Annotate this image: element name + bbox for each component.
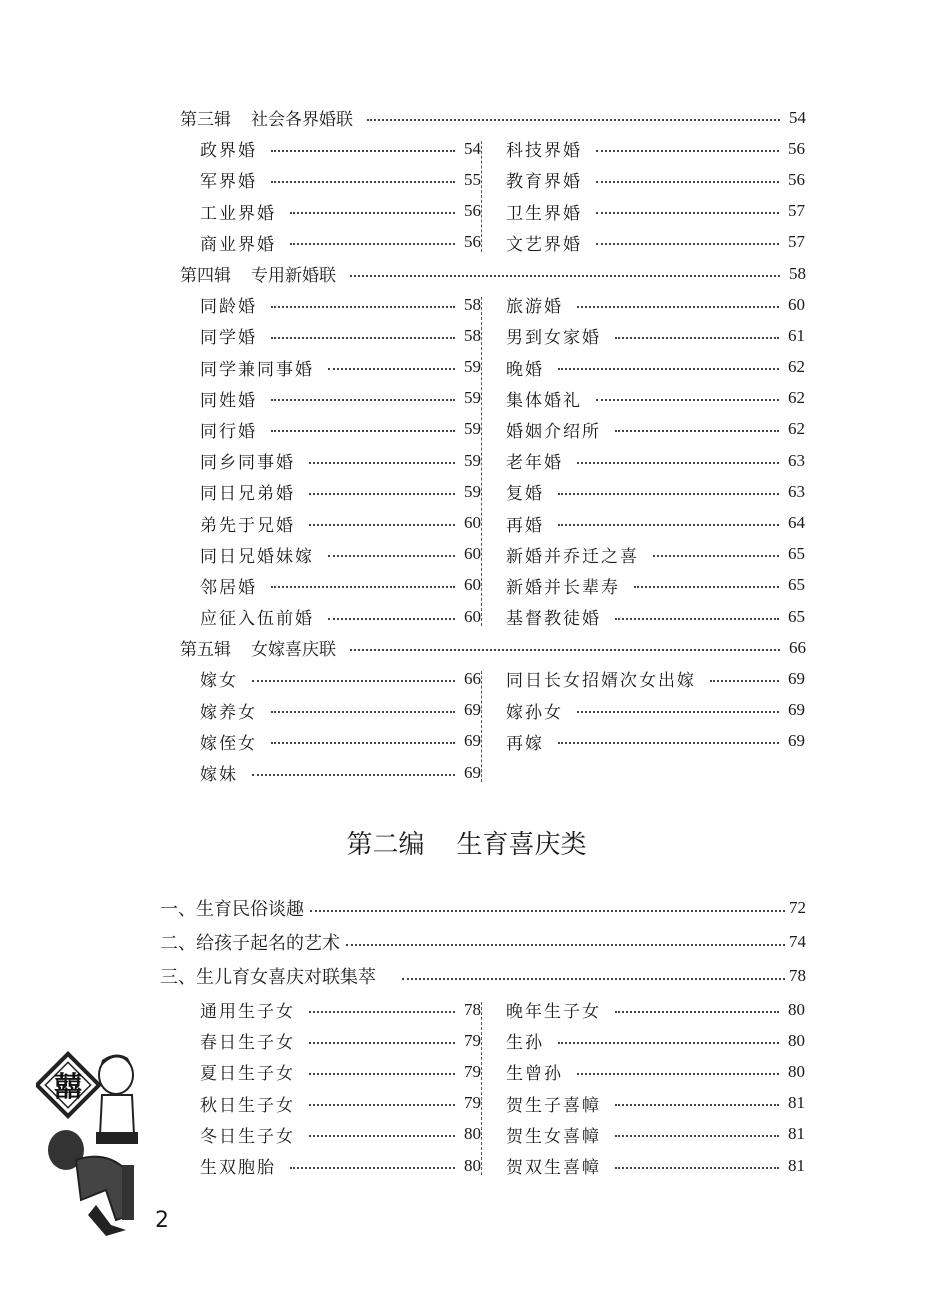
dot-leader xyxy=(615,1104,779,1106)
dot-leader xyxy=(271,742,455,744)
right-column xyxy=(482,289,805,632)
entry-page: 56 xyxy=(788,138,805,158)
chapter-entry xyxy=(160,925,806,959)
dot-leader xyxy=(558,368,779,370)
entry-page: 60 xyxy=(464,575,481,595)
toc-entry xyxy=(506,289,805,320)
dot-leader xyxy=(310,910,785,912)
toc-entry xyxy=(506,1150,805,1181)
toc-entry xyxy=(506,994,805,1025)
entry-page: 69 xyxy=(464,731,481,751)
entry-page: 60 xyxy=(464,544,481,564)
entry-label: 文艺界婚 xyxy=(506,234,582,255)
toc-entry xyxy=(506,164,805,195)
toc-entry xyxy=(200,476,481,507)
dot-leader xyxy=(309,524,455,526)
part-title-number: 第二编 xyxy=(346,830,425,860)
entry-label: 复婚 xyxy=(506,484,544,505)
dot-leader xyxy=(271,586,455,588)
chapter-page: 72 xyxy=(789,898,806,917)
entry-page: 54 xyxy=(464,138,481,158)
section-heading-label xyxy=(180,635,336,660)
entry-page: 62 xyxy=(788,419,805,439)
entry-page: 57 xyxy=(788,201,805,221)
entry-label: 夏日生子女 xyxy=(200,1064,295,1085)
section-page: 58 xyxy=(789,263,806,283)
entry-page: 62 xyxy=(788,388,805,408)
entry-label: 同日长女招婿次女出嫁 xyxy=(506,671,696,692)
dot-leader xyxy=(290,243,455,245)
left-column xyxy=(180,133,481,258)
entry-page: 65 xyxy=(788,606,805,626)
dot-leader xyxy=(328,618,455,620)
entry-label: 通用生子女 xyxy=(200,1002,295,1023)
entry-page: 66 xyxy=(464,668,481,688)
toc-entry xyxy=(200,726,481,757)
entry-page: 80 xyxy=(788,1061,805,1081)
entry-page: 79 xyxy=(464,1093,481,1113)
page-number: 2 xyxy=(155,1208,169,1233)
toc-upper xyxy=(180,102,806,788)
entry-page: 59 xyxy=(464,388,481,408)
toc-entry xyxy=(200,1056,481,1087)
entry-page: 63 xyxy=(788,450,805,470)
toc-entry xyxy=(200,1119,481,1150)
chapter-entry xyxy=(160,891,806,925)
toc-entry xyxy=(506,227,805,258)
entry-label: 春日生子女 xyxy=(200,1033,295,1054)
entry-label: 嫁孙女 xyxy=(506,702,563,723)
toc-entry xyxy=(200,320,481,351)
entry-label: 同姓婚 xyxy=(200,390,257,411)
toc-entry xyxy=(200,570,481,601)
entry-label: 同日兄弟婚 xyxy=(200,484,295,505)
toc-entry xyxy=(200,757,481,788)
section-number: 第五辑 xyxy=(180,640,231,661)
dot-leader xyxy=(271,337,455,339)
toc-entry xyxy=(506,726,805,757)
toc-entry xyxy=(200,227,481,258)
entry-label: 工业界婚 xyxy=(200,203,276,224)
toc-entry xyxy=(506,570,805,601)
part-title-name: 生育喜庆类 xyxy=(456,830,587,860)
toc-entry xyxy=(506,445,805,476)
entry-page: 65 xyxy=(788,544,805,564)
entry-label: 同行婚 xyxy=(200,421,257,442)
entry-label: 基督教徒婚 xyxy=(506,609,601,630)
section-title: 社会各界婚联 xyxy=(251,110,353,131)
toc-entry xyxy=(200,445,481,476)
entry-label: 邻居婚 xyxy=(200,577,257,598)
chapter-entry xyxy=(160,959,806,993)
entry-page: 69 xyxy=(788,731,805,751)
entry-page: 60 xyxy=(788,294,805,314)
dot-leader xyxy=(558,742,779,744)
two-column-entries xyxy=(180,994,806,1181)
dot-leader xyxy=(328,555,455,557)
entry-label: 弟先于兄婚 xyxy=(200,515,295,536)
entry-label: 秋日生子女 xyxy=(200,1095,295,1116)
entry-page: 60 xyxy=(464,513,481,533)
entry-page: 60 xyxy=(464,606,481,626)
toc-entry xyxy=(506,539,805,570)
entry-page: 69 xyxy=(788,700,805,720)
dot-leader xyxy=(577,462,779,464)
dot-leader xyxy=(346,944,785,946)
section-title: 女嫁喜庆联 xyxy=(251,640,336,661)
entry-page: 58 xyxy=(464,294,481,314)
dot-leader xyxy=(328,368,455,370)
xi-glyph: 囍 xyxy=(53,1070,83,1103)
entry-page: 59 xyxy=(464,419,481,439)
dot-leader xyxy=(271,150,455,152)
entry-label: 集体婚礼 xyxy=(506,390,582,411)
entry-label: 冬日生子女 xyxy=(200,1126,295,1147)
left-column xyxy=(180,994,481,1181)
toc-entry xyxy=(200,133,481,164)
toc-entry xyxy=(506,383,805,414)
dot-leader xyxy=(309,1073,455,1075)
chapter-page: 78 xyxy=(789,966,806,985)
right-column xyxy=(482,663,805,788)
entry-page: 65 xyxy=(788,575,805,595)
entry-page: 64 xyxy=(788,513,805,533)
section-page: 54 xyxy=(789,107,806,127)
entry-page: 80 xyxy=(464,1155,481,1175)
entry-page: 80 xyxy=(464,1124,481,1144)
toc-entry xyxy=(506,1056,805,1087)
dot-leader xyxy=(271,306,455,308)
two-column-entries xyxy=(180,289,806,632)
entry-label: 再嫁 xyxy=(506,733,544,754)
toc-entry xyxy=(200,1088,481,1119)
entry-label: 贺生女喜幛 xyxy=(506,1126,601,1147)
left-column xyxy=(180,663,481,788)
dot-leader xyxy=(309,1011,455,1013)
entry-page: 79 xyxy=(464,1030,481,1050)
entry-label: 政界婚 xyxy=(200,141,257,162)
entry-label: 卫生界婚 xyxy=(506,203,582,224)
toc-entry xyxy=(200,539,481,570)
dot-leader xyxy=(271,181,455,183)
toc-entry xyxy=(200,352,481,383)
dot-leader xyxy=(596,399,779,401)
toc-entry xyxy=(506,1088,805,1119)
entry-page: 69 xyxy=(788,668,805,688)
right-column xyxy=(482,133,805,258)
entry-page: 55 xyxy=(464,169,481,189)
dot-leader xyxy=(558,1042,779,1044)
entry-page: 58 xyxy=(464,325,481,345)
toc-entry xyxy=(506,352,805,383)
entry-page: 69 xyxy=(464,700,481,720)
dot-leader xyxy=(309,1135,455,1137)
entry-label: 旅游婚 xyxy=(506,297,563,318)
entry-page: 62 xyxy=(788,357,805,377)
dot-leader xyxy=(577,306,779,308)
chapter-label: 一、生育民俗谈趣 xyxy=(160,899,304,920)
entry-label: 同乡同事婚 xyxy=(200,453,295,474)
toc-entry xyxy=(200,164,481,195)
entry-page: 59 xyxy=(464,450,481,470)
two-column-entries xyxy=(180,133,806,258)
toc-entry xyxy=(200,507,481,538)
entry-page: 59 xyxy=(464,481,481,501)
dot-leader xyxy=(577,711,779,713)
child-holding-xi-sign-illustration xyxy=(36,1040,146,1240)
toc-entry xyxy=(200,695,481,726)
entry-page: 56 xyxy=(464,201,481,221)
entry-label: 生孙 xyxy=(506,1033,544,1054)
part-chapters xyxy=(160,891,806,993)
dot-leader xyxy=(596,243,779,245)
entry-label: 同日兄婚妹嫁 xyxy=(200,546,314,567)
entry-label: 嫁妹 xyxy=(200,765,238,786)
entry-page: 78 xyxy=(464,999,481,1019)
dot-leader xyxy=(596,150,779,152)
toc-entry xyxy=(506,133,805,164)
entry-page: 56 xyxy=(464,232,481,252)
chapter-label: 二、给孩子起名的艺术 xyxy=(160,933,340,954)
dot-leader xyxy=(309,1042,455,1044)
dot-leader xyxy=(271,399,455,401)
section-heading xyxy=(180,258,806,289)
entry-label: 嫁养女 xyxy=(200,702,257,723)
entry-label: 晚年生子女 xyxy=(506,1002,601,1023)
entry-page: 63 xyxy=(788,481,805,501)
dot-leader xyxy=(350,275,780,277)
left-column xyxy=(180,289,481,632)
entry-label: 婚姻介绍所 xyxy=(506,421,601,442)
toc-entry xyxy=(200,663,481,694)
entry-label: 嫁女 xyxy=(200,671,238,692)
entry-label: 同学婚 xyxy=(200,328,257,349)
entry-page: 81 xyxy=(788,1155,805,1175)
toc-entry xyxy=(506,507,805,538)
toc-entry xyxy=(506,414,805,445)
entry-label: 生曾孙 xyxy=(506,1064,563,1085)
toc-entry xyxy=(506,601,805,632)
toc-entry xyxy=(506,196,805,227)
section-number: 第四辑 xyxy=(180,266,231,287)
toc-entry xyxy=(200,289,481,320)
entry-label: 应征入伍前婚 xyxy=(200,609,314,630)
entry-page: 59 xyxy=(464,357,481,377)
right-column xyxy=(482,994,805,1181)
part3-subentries xyxy=(180,994,806,1181)
entry-label: 军界婚 xyxy=(200,172,257,193)
section-number: 第三辑 xyxy=(180,110,231,131)
toc-entry xyxy=(200,1025,481,1056)
section-heading-label xyxy=(180,261,336,286)
section-heading xyxy=(180,102,806,133)
dot-leader xyxy=(402,978,785,980)
entry-label: 再婚 xyxy=(506,515,544,536)
dot-leader xyxy=(350,649,780,651)
dot-leader xyxy=(309,462,455,464)
dot-leader xyxy=(615,1011,779,1013)
entry-label: 嫁侄女 xyxy=(200,733,257,754)
dot-leader xyxy=(252,680,455,682)
entry-page: 61 xyxy=(788,325,805,345)
dot-leader xyxy=(615,1167,779,1169)
dot-leader xyxy=(615,618,779,620)
entry-label: 生双胞胎 xyxy=(200,1158,276,1179)
toc-entry xyxy=(506,695,805,726)
section-heading-label xyxy=(180,105,353,130)
dot-leader xyxy=(309,1104,455,1106)
dot-leader xyxy=(558,493,779,495)
entry-page: 56 xyxy=(788,169,805,189)
dot-leader xyxy=(290,212,455,214)
toc-entry xyxy=(200,601,481,632)
entry-label: 贺生子喜幛 xyxy=(506,1095,601,1116)
entry-label: 商业界婚 xyxy=(200,234,276,255)
dot-leader xyxy=(710,680,779,682)
toc-entry xyxy=(506,320,805,351)
entry-label: 科技界婚 xyxy=(506,141,582,162)
dot-leader xyxy=(271,711,455,713)
entry-label: 新婚并长辈寿 xyxy=(506,577,620,598)
toc-entry xyxy=(506,476,805,507)
two-column-entries xyxy=(180,663,806,788)
toc-entry xyxy=(506,1119,805,1150)
dot-leader xyxy=(577,1073,779,1075)
dot-leader xyxy=(653,555,779,557)
chapter-label: 三、生儿育女喜庆对联集萃 xyxy=(160,967,376,988)
entry-page: 80 xyxy=(788,1030,805,1050)
toc-entry xyxy=(506,663,805,694)
dot-leader xyxy=(615,337,779,339)
dot-leader xyxy=(596,212,779,214)
entry-page: 80 xyxy=(788,999,805,1019)
chapter-page: 74 xyxy=(789,932,806,951)
dot-leader xyxy=(634,586,779,588)
dot-leader xyxy=(252,774,455,776)
dot-leader xyxy=(615,430,779,432)
dot-leader xyxy=(271,430,455,432)
entry-label: 老年婚 xyxy=(506,453,563,474)
dot-leader xyxy=(367,119,780,121)
section-page: 66 xyxy=(789,637,806,657)
entry-label: 同学兼同事婚 xyxy=(200,359,314,380)
toc-entry xyxy=(200,1150,481,1181)
entry-label: 新婚并乔迁之喜 xyxy=(506,546,639,567)
entry-label: 贺双生喜幛 xyxy=(506,1158,601,1179)
entry-page: 81 xyxy=(788,1124,805,1144)
entry-page: 69 xyxy=(464,762,481,782)
section-heading xyxy=(180,632,806,663)
entry-page: 81 xyxy=(788,1093,805,1113)
dot-leader xyxy=(290,1167,455,1169)
dot-leader xyxy=(309,493,455,495)
part-title xyxy=(0,824,933,861)
section-title: 专用新婚联 xyxy=(251,266,336,287)
dot-leader xyxy=(596,181,779,183)
entry-label: 同龄婚 xyxy=(200,297,257,318)
toc-entry xyxy=(200,414,481,445)
toc-entry xyxy=(200,383,481,414)
entry-label: 男到女家婚 xyxy=(506,328,601,349)
entry-page: 57 xyxy=(788,232,805,252)
entry-page: 79 xyxy=(464,1061,481,1081)
toc-entry xyxy=(200,994,481,1025)
toc-entry xyxy=(200,196,481,227)
entry-label: 晚婚 xyxy=(506,359,544,380)
toc-entry xyxy=(506,1025,805,1056)
dot-leader xyxy=(558,524,779,526)
entry-label: 教育界婚 xyxy=(506,172,582,193)
dot-leader xyxy=(615,1135,779,1137)
